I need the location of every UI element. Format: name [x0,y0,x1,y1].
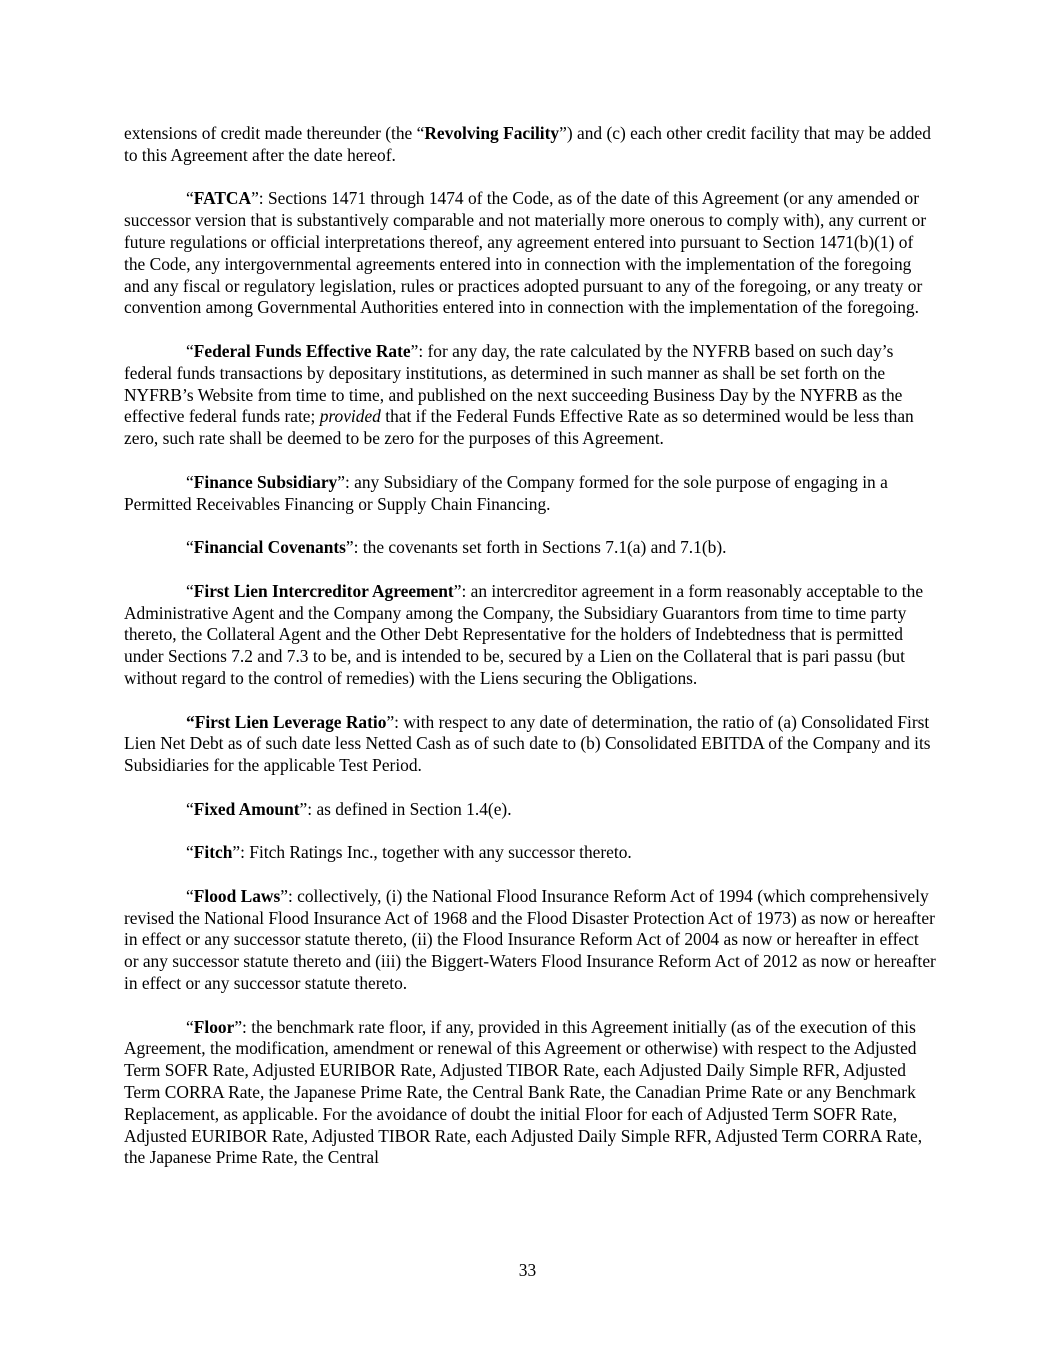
defined-term: Financial Covenants [193,537,346,558]
defined-term: Finance Subsidiary [193,471,338,492]
defined-term: “First Lien Leverage Ratio [186,711,387,732]
definition-federal-funds-effective-rate [124,341,936,450]
text-run: ”: collectively, (i) the National Flood Insurance Reform Act of 1994 (which comprehensively revised the National Flood Insurance Act of 1968 and the Flood Disaster Protection Act of 1973) as now or hereafter in effect or any successor statute thereto, (ii) the Flood Insurance Reform Act of 2004 as now or hereafter in effect or any successor statute thereto and (iii) the Biggert-Waters Flood Insurance Reform Act of 2012 as now or hereafter in effect or any successor statute thereto. [124,885,936,994]
definition-first-lien-leverage-ratio [124,712,936,777]
defined-term: Fitch [193,842,233,863]
text-run: that if the Federal Funds Effective Rate as so determined would be less than zero, such rate shall be deemed to be zero for the purposes of this Agreement. [124,406,914,449]
text-run: ”: as defined in Section 1.4(e). [299,798,512,819]
text-run: “ [186,798,194,819]
page-number: 33 [518,1260,537,1280]
text-run: “ [186,842,194,863]
text-run: “ [186,188,194,209]
defined-term: Fixed Amount [193,798,300,819]
text-run: ”: for any day, the rate calculated by the NYFRB based on such day’s federal funds transactions by depositary institutions, as determined in such manner as shall be set forth on the NYFRB’s Website from time to time, and published on the next succeeding Business Day by the NYFRB as the effective federal funds rate; [124,340,903,427]
italic-term: provided [319,406,381,427]
document-body [124,123,936,1191]
definition-flood-laws [124,886,936,995]
text-run: “ [186,580,194,601]
text-run: ”: the covenants set forth in Sections 7.1(a) and 7.1(b). [345,537,727,558]
text-run: ”: the benchmark rate floor, if any, provided in this Agreement initially (as of the execution of this Agreement, the modification, amendment or renewal of this Agreement or otherwise) with respect to the Adjusted Term SOFR Rate, Adjusted EURIBOR Rate, Adjusted TIBOR Rate, each Adjusted Daily Simple RFR, Adjusted Term CORRA Rate, the Japanese Prime Rate, the Central Bank Rate, the Canadian Prime Rate or any Benchmark Replacement, as applicable. For the avoidance of doubt the initial Floor for each of Adjusted Term SOFR Rate, Adjusted EURIBOR Rate, Adjusted TIBOR Rate, each Adjusted Daily Simple RFR, Adjusted Term CORRA Rate, the Japanese Prime Rate, the Central [124,1016,923,1168]
text-run: ”: any Subsidiary of the Company formed for the sole purpose of engaging in a Permitted Receivables Financing or Supply Chain Financing. [124,471,888,514]
text-run: ”: Sections 1471 through 1474 of the Code, as of the date of this Agreement (or any amended or successor version that is substantively comparable and not materially more onerous to comply with), any current or future regulations or official interpretations thereof, any agreement entered into pursuant to Section 1471(b)(1) of the Code, any intergovernmental agreements entered into in connection with the implementation of the foregoing and any fiscal or regulatory legislation, rules or practices adopted pursuant to any of the foregoing, or any treaty or convention among Governmental Authorities entered into in connection with the implementation of the foregoing. [124,188,927,318]
defined-term: Flood Laws [193,885,281,906]
defined-term: Revolving Facility [424,123,560,143]
defined-term: Federal Funds Effective Rate [193,340,411,361]
definition-fixed-amount [124,799,936,821]
defined-term: Floor [193,1016,235,1037]
text-run: ”) and (c) each other credit facility that may be added to this Agreement after the date hereof. [124,123,931,165]
definition-fitch [124,842,936,864]
defined-term: First Lien Intercreditor Agreement [193,580,454,601]
definition-first-lien-intercreditor-agreement [124,581,936,690]
defined-term: FATCA [193,188,252,209]
text-run: ”: Fitch Ratings Inc., together with any successor thereto. [232,842,632,863]
text-run: ”: an intercreditor agreement in a form reasonably acceptable to the Administrative Agent and the Company among the Company, the Subsidiary Guarantors from time to time party thereto, the Collateral Agent and the Other Debt Representative for the holders of Indebtedness that is permitted under Sections 7.2 and 7.3 to be, and is intended to be, secured by a Lien on the Collateral that is pari passu (but without regard to the control of remedies) with the Liens securing the Obligations. [124,580,924,688]
text-run: “ [186,885,194,906]
definition-financial-covenants [124,537,936,559]
text-run: “ [186,471,194,492]
text-run: ”: with respect to any date of determination, the ratio of (a) Consolidated First Lien Net Debt as of such date less Netted Cash as of such date to (b) Consolidated EBITDA of the Company and its Subsidiaries for the applicable Test Period. [124,711,931,776]
para-revolving-facility [124,123,936,167]
text-run: “ [186,1016,194,1037]
text-run: extensions of credit made thereunder (the “ [124,123,425,143]
text-run: “ [186,340,194,361]
definition-floor [124,1017,936,1170]
definition-fatca [124,188,936,319]
text-run: “ [186,537,194,558]
definition-finance-subsidiary [124,472,936,516]
